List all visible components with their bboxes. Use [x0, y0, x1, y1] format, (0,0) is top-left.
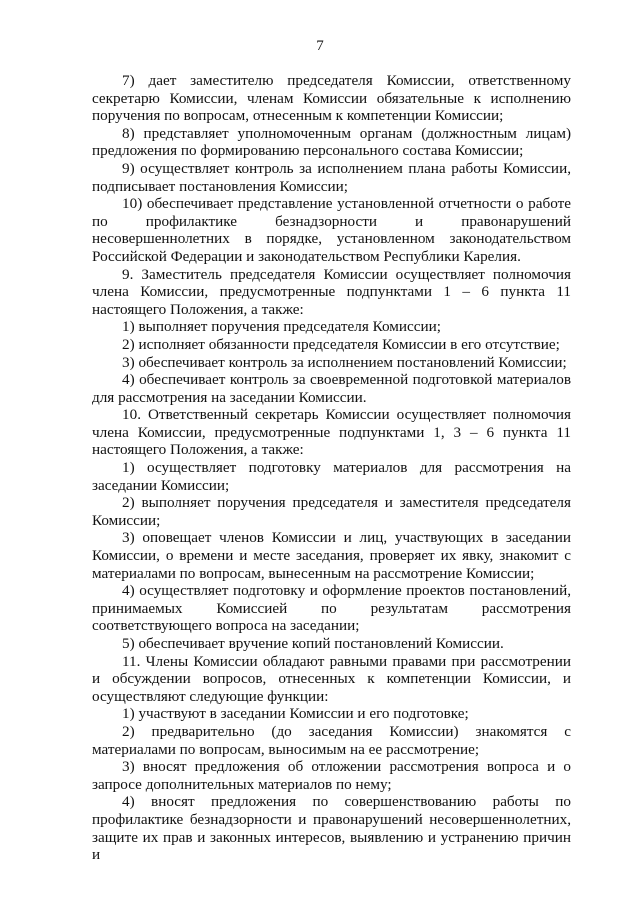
member-item-1: 1) участвуют в заседании Комиссии и его подготовке; — [122, 705, 469, 723]
section-11-members: 11. Члены Комиссии обладают равными правами при рассмотрении и обсуждении вопросов, отнесенных к компетенции Комиссии, и осуществляют следующие функции: — [92, 652, 571, 705]
secretary-item-2: 2) выполняет поручения председателя и заместителя председателя Комиссии; — [92, 494, 571, 529]
paragraph-7-instructions: 7) дает заместителю председателя Комиссии, ответственному секретарю Комиссии, членам Комиссии обязательные к исполнению поручения по вопросам, отнесенным к компетенции Комиссии; — [92, 72, 571, 125]
member-item-2: 2) предварительно (до заседания Комиссии) знакомятся с материалами по вопросам, выносимым на ее рассмотрение; — [92, 722, 571, 758]
paragraph-9-control: 9) осуществляет контроль за исполнением плана работы Комиссии, подписывает постановления Комиссии; — [92, 159, 571, 195]
paragraph-10-reporting: 10) обеспечивает представление установленной отчетности о работе по профилактике безнадзорности и правонарушений несовершеннолетних в порядке, установленном законодательством Российской Федерации и законодательством Республики Карелия. — [92, 195, 571, 265]
member-item-3: 3) вносят предложения об отложении рассмотрения вопроса и о запросе дополнительных материалов по нему; — [92, 758, 571, 793]
deputy-item-4: 4) обеспечивает контроль за своевременной подготовкой материалов для рассмотрения на заседании Комиссии. — [92, 371, 571, 406]
deputy-item-3: 3) обеспечивает контроль за исполнением постановлений Комиссии; — [122, 353, 567, 371]
secretary-item-4: 4) осуществляет подготовку и оформление проектов постановлений, принимаемых Комиссией по результатам рассмотрения соответствующего вопроса на заседании; — [92, 582, 571, 635]
page-number: 7 — [316, 38, 324, 54]
deputy-item-2: 2) исполняет обязанности председателя Комиссии в его отсутствие; — [122, 335, 560, 353]
deputy-item-1: 1) выполняет поручения председателя Комиссии; — [122, 318, 441, 336]
secretary-item-5: 5) обеспечивает вручение копий постановлений Комиссии. — [122, 635, 504, 652]
secretary-item-1: 1) осуществляет подготовку материалов для рассмотрения на заседании Комиссии; — [92, 459, 571, 494]
paragraph-8-proposals: 8) представляет уполномоченным органам (должностным лицам) предложения по формированию персонального состава Комиссии; — [92, 124, 571, 160]
secretary-item-3: 3) оповещает членов Комиссии и лиц, участвующих в заседании Комиссии, о времени и месте заседания, проверяет их явку, знакомит с материалами по вопросам, вынесенным на рассмотрение Комиссии; — [92, 529, 571, 582]
section-9-deputy-chair: 9. Заместитель председателя Комиссии осуществляет полномочия члена Комиссии, предусмотренные подпунктами 1 – 6 пункта 11 настоящего Положения, а также: — [92, 265, 571, 318]
document-body — [92, 72, 571, 864]
member-item-4: 4) вносят предложения по совершенствованию работы по профилактике безнадзорности и правонарушений несовершеннолетних, защите их прав и законных интересов, выявлению и устранению причин и — [92, 793, 571, 864]
section-10-secretary: 10. Ответственный секретарь Комиссии осуществляет полномочия члена Комиссии, предусмотренные подпунктами 1, 3 – 6 пункта 11 настоящего Положения, а также: — [92, 406, 571, 459]
